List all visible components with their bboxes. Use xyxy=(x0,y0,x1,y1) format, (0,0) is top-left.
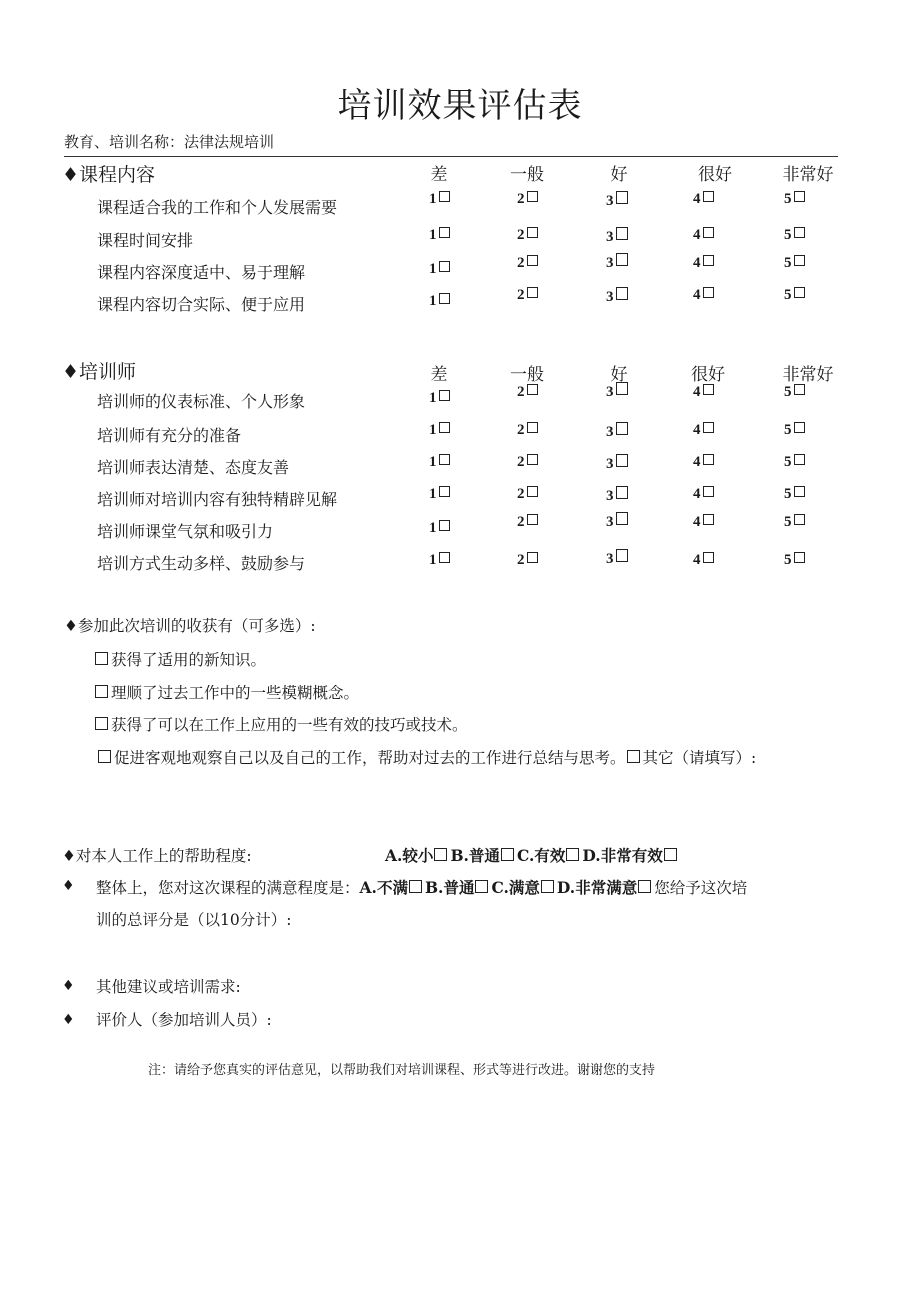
rating-option-2[interactable] xyxy=(517,384,538,401)
rating-number: 3 xyxy=(606,229,614,245)
sat-option-a[interactable]: A.不满 xyxy=(359,878,408,897)
rating-option-4[interactable] xyxy=(693,552,714,569)
checkbox-icon[interactable] xyxy=(794,422,805,433)
rating-number: 5 xyxy=(784,422,792,438)
rating-option-2[interactable] xyxy=(517,552,538,569)
checkbox-icon[interactable] xyxy=(527,422,538,433)
checkbox-icon[interactable] xyxy=(95,717,108,730)
checkbox-icon[interactable] xyxy=(439,261,450,272)
course-item-label: 课程内容深度适中、易于理解 xyxy=(97,263,306,282)
checkbox-icon[interactable] xyxy=(527,255,538,266)
checkbox-icon[interactable] xyxy=(703,227,714,238)
checkbox-icon[interactable] xyxy=(703,191,714,202)
rating-number: 5 xyxy=(784,514,792,530)
rating-option-2[interactable] xyxy=(517,227,538,244)
col-average-2: 一般 xyxy=(510,365,544,385)
rating-number: 2 xyxy=(517,552,525,568)
checkbox-icon[interactable] xyxy=(703,514,714,525)
section-course-heading: ♦课程内容 xyxy=(62,164,156,186)
checkbox-icon[interactable] xyxy=(794,552,805,563)
rating-number: 1 xyxy=(429,191,437,207)
checkbox-icon[interactable] xyxy=(703,287,714,298)
checkbox-icon[interactable] xyxy=(527,552,538,563)
checkbox-icon[interactable] xyxy=(703,454,714,465)
checkbox-icon[interactable] xyxy=(439,486,450,497)
rating-number: 2 xyxy=(517,486,525,502)
checkbox-icon[interactable] xyxy=(616,486,628,499)
rating-option-3[interactable] xyxy=(606,486,628,505)
rating-number: 4 xyxy=(693,552,701,568)
rating-option-4[interactable] xyxy=(693,486,714,503)
checkbox-icon[interactable] xyxy=(664,848,677,861)
checkbox-icon[interactable] xyxy=(439,454,450,465)
rating-option-3[interactable] xyxy=(606,382,628,401)
col-poor-2: 差 xyxy=(430,365,448,385)
checkbox-icon[interactable] xyxy=(794,454,805,465)
checkbox-icon[interactable] xyxy=(794,227,805,238)
checkbox-icon[interactable] xyxy=(794,514,805,525)
col-average: 一般 xyxy=(510,165,544,185)
checkbox-icon[interactable] xyxy=(98,750,111,763)
trainer-item-label: 培训师表达清楚、态度友善 xyxy=(97,458,290,477)
rating-number: 2 xyxy=(517,454,525,470)
rating-option-5[interactable] xyxy=(784,227,805,244)
rating-number: 1 xyxy=(429,520,437,536)
checkbox-icon[interactable] xyxy=(794,384,805,395)
rating-option-4[interactable] xyxy=(693,454,714,471)
checkbox-icon[interactable] xyxy=(527,384,538,395)
total-score-line: 训的总评分是（以10分计）: xyxy=(96,911,292,929)
col-poor: 差 xyxy=(430,165,448,185)
rating-number: 1 xyxy=(429,422,437,438)
rating-option-1[interactable] xyxy=(429,227,450,244)
rating-number: 1 xyxy=(429,261,437,277)
bullet-icon: ♦ xyxy=(62,978,75,994)
rating-number: 5 xyxy=(784,287,792,303)
rating-number: 5 xyxy=(784,454,792,470)
checkbox-icon[interactable] xyxy=(439,552,450,563)
rating-number: 5 xyxy=(784,384,792,400)
gain-option-5: 其它（请填写）: xyxy=(642,749,757,767)
trainer-item-label: 培训师的仪表标准、个人形象 xyxy=(97,392,306,411)
checkbox-icon[interactable] xyxy=(527,486,538,497)
checkbox-icon[interactable] xyxy=(527,514,538,525)
rating-option-1[interactable] xyxy=(429,552,450,569)
help-option-b[interactable]: B.普通 xyxy=(450,846,500,865)
rating-number: 5 xyxy=(784,486,792,502)
sat-option-d[interactable]: D.非常满意 xyxy=(556,878,638,897)
bullet-icon: ♦ xyxy=(62,878,75,894)
footer-note: 注：请给予您真实的评估意见，以帮助我们对培训课程、形式等进行改进。谢谢您的支持 xyxy=(148,1063,656,1078)
gains-heading: ♦参加此次培训的收获有（可多选）: xyxy=(64,617,316,635)
rating-number: 4 xyxy=(693,191,701,207)
checkbox-icon[interactable] xyxy=(541,880,554,893)
checkbox-icon[interactable] xyxy=(627,750,640,763)
checkbox-icon[interactable] xyxy=(616,382,628,395)
col-good: 好 xyxy=(610,165,628,185)
rating-number: 1 xyxy=(429,486,437,502)
rating-number: 4 xyxy=(693,384,701,400)
checkbox-icon[interactable] xyxy=(616,512,628,525)
checkbox-icon[interactable] xyxy=(703,552,714,563)
col-excellent-2: 非常好 xyxy=(782,365,834,385)
satisfaction-line xyxy=(96,876,747,898)
section-trainer-heading: ♦培训师 xyxy=(62,361,137,383)
checkbox-icon[interactable] xyxy=(703,486,714,497)
rating-number: 4 xyxy=(693,287,701,303)
checkbox-icon[interactable] xyxy=(409,880,422,893)
rating-number: 5 xyxy=(784,191,792,207)
checkbox-icon[interactable] xyxy=(616,227,628,240)
rating-number: 4 xyxy=(693,486,701,502)
rating-number: 3 xyxy=(606,255,614,271)
rating-option-4[interactable] xyxy=(693,255,714,272)
trainer-item-label: 培训方式生动多样、鼓励参与 xyxy=(97,554,306,573)
rating-number: 1 xyxy=(429,454,437,470)
course-item-label: 课程内容切合实际、便于应用 xyxy=(97,295,306,314)
rating-option-4[interactable] xyxy=(693,191,714,208)
checkbox-icon[interactable] xyxy=(566,848,579,861)
rating-option-2[interactable] xyxy=(517,486,538,503)
checkbox-icon[interactable] xyxy=(527,227,538,238)
rating-option-1[interactable] xyxy=(429,486,450,503)
rating-option-2[interactable] xyxy=(517,191,538,208)
rating-number: 1 xyxy=(429,293,437,309)
page-title: 培训效果评估表 xyxy=(337,86,583,126)
checkbox-icon[interactable] xyxy=(794,486,805,497)
checkbox-icon[interactable] xyxy=(616,454,628,467)
checkbox-icon[interactable] xyxy=(616,287,628,300)
rating-number: 5 xyxy=(784,255,792,271)
checkbox-icon[interactable] xyxy=(439,227,450,238)
checkbox-icon[interactable] xyxy=(616,191,628,204)
trainer-item-label: 培训师课堂气氛和吸引力 xyxy=(97,522,274,541)
rating-option-5[interactable] xyxy=(784,552,805,569)
rating-option-3[interactable] xyxy=(606,287,628,306)
checkbox-icon[interactable] xyxy=(638,880,651,893)
rating-option-5[interactable] xyxy=(784,255,805,272)
checkbox-icon[interactable] xyxy=(703,422,714,433)
trainer-item-label: 培训师对培训内容有独特精辟见解 xyxy=(97,490,338,509)
rating-number: 2 xyxy=(517,422,525,438)
help-option-c[interactable]: C.有效 xyxy=(516,846,566,865)
rating-number: 3 xyxy=(606,424,614,440)
training-name: 教育、培训名称：法律法规培训 xyxy=(64,133,275,151)
checkbox-icon[interactable] xyxy=(527,191,538,202)
rating-option-4[interactable] xyxy=(693,514,714,531)
rating-option-2[interactable] xyxy=(517,454,538,471)
rating-number: 4 xyxy=(693,422,701,438)
rating-option-4[interactable] xyxy=(693,227,714,244)
rating-number: 2 xyxy=(517,514,525,530)
sat-option-b[interactable]: B.普通 xyxy=(424,878,475,897)
bullet-icon: ♦ xyxy=(62,1012,75,1028)
rating-option-1[interactable] xyxy=(429,520,450,537)
rating-option-5[interactable] xyxy=(784,384,805,401)
checkbox-icon[interactable] xyxy=(95,652,108,665)
checkbox-icon[interactable] xyxy=(794,191,805,202)
rating-option-3[interactable] xyxy=(606,549,628,568)
checkbox-icon[interactable] xyxy=(501,848,514,861)
rating-option-2[interactable] xyxy=(517,514,538,531)
rating-option-4[interactable] xyxy=(693,422,714,439)
rating-option-3[interactable] xyxy=(606,454,628,473)
col-very-good-2: 很好 xyxy=(691,365,725,385)
rating-option-1[interactable] xyxy=(429,261,450,278)
checkbox-icon[interactable] xyxy=(434,848,447,861)
rating-number: 3 xyxy=(606,384,614,400)
suggestions-label: 其他建议或培训需求: xyxy=(96,978,241,996)
rating-option-3[interactable] xyxy=(606,253,628,272)
checkbox-icon[interactable] xyxy=(616,422,628,435)
checkbox-icon[interactable] xyxy=(527,287,538,298)
gain-option-2[interactable]: 理顺了过去工作中的一些模糊概念。 xyxy=(94,681,359,703)
checkbox-icon[interactable] xyxy=(703,384,714,395)
rating-option-4[interactable] xyxy=(693,287,714,304)
gain-option-4[interactable]: 促进客观地观察自己以及自己的工作，帮助对过去的工作进行总结与思考。 其它（请填写）: xyxy=(97,746,756,768)
checkbox-icon[interactable] xyxy=(439,191,450,202)
rating-number: 5 xyxy=(784,552,792,568)
rating-number: 3 xyxy=(606,193,614,209)
checkbox-icon[interactable] xyxy=(527,454,538,465)
checkbox-icon[interactable] xyxy=(616,549,628,562)
header-divider xyxy=(64,156,838,157)
rating-number: 2 xyxy=(517,191,525,207)
rating-number: 4 xyxy=(693,454,701,470)
rating-number: 4 xyxy=(693,255,701,271)
rating-option-2[interactable] xyxy=(517,287,538,304)
checkbox-icon[interactable] xyxy=(794,287,805,298)
rating-number: 4 xyxy=(693,227,701,243)
checkbox-icon[interactable] xyxy=(439,390,450,401)
rating-number: 1 xyxy=(429,390,437,406)
rating-number: 3 xyxy=(606,488,614,504)
col-excellent: 非常好 xyxy=(782,165,834,185)
gain-option-1[interactable]: 获得了适用的新知识。 xyxy=(94,648,266,670)
help-option-a[interactable]: A.较小 xyxy=(385,846,434,865)
rating-option-3[interactable] xyxy=(606,422,628,441)
rating-number: 2 xyxy=(517,227,525,243)
rating-number: 3 xyxy=(606,289,614,305)
rating-option-3[interactable] xyxy=(606,191,628,210)
checkbox-icon[interactable] xyxy=(703,255,714,266)
rating-option-1[interactable] xyxy=(429,422,450,439)
rating-number: 2 xyxy=(517,287,525,303)
satisfaction-label: 整体上，您对这次课程的满意程度是： xyxy=(96,879,360,897)
rating-number: 3 xyxy=(606,514,614,530)
checkbox-icon[interactable] xyxy=(95,685,108,698)
gain-option-3[interactable]: 获得了可以在工作上应用的一些有效的技巧或技术。 xyxy=(94,713,468,735)
course-item-label: 课程时间安排 xyxy=(97,231,194,250)
course-item-label: 课程适合我的工作和个人发展需要 xyxy=(97,198,338,217)
evaluator-label: 评价人（参加培训人员）: xyxy=(96,1011,272,1029)
rating-number: 4 xyxy=(693,514,701,530)
checkbox-icon[interactable] xyxy=(439,293,450,304)
rating-option-2[interactable] xyxy=(517,422,538,439)
rating-option-1[interactable] xyxy=(429,293,450,310)
rating-option-5[interactable] xyxy=(784,514,805,531)
rating-option-5[interactable] xyxy=(784,191,805,208)
help-label: ♦对本人工作上的帮助程度: xyxy=(62,847,252,865)
rating-number: 2 xyxy=(517,255,525,271)
rating-number: 5 xyxy=(784,227,792,243)
rating-option-4[interactable] xyxy=(693,384,714,401)
rating-number: 1 xyxy=(429,552,437,568)
checkbox-icon[interactable] xyxy=(439,520,450,531)
trainer-item-label: 培训师有充分的准备 xyxy=(97,426,242,445)
rating-number: 2 xyxy=(517,384,525,400)
rating-option-5[interactable] xyxy=(784,454,805,471)
col-very-good: 很好 xyxy=(698,165,732,185)
checkbox-icon[interactable] xyxy=(794,255,805,266)
help-options xyxy=(385,844,680,866)
score-prefix: 您给予这次培 xyxy=(654,879,748,897)
help-option-d[interactable]: D.非常有效 xyxy=(582,846,663,865)
rating-option-1[interactable] xyxy=(429,390,450,407)
rating-number: 1 xyxy=(429,227,437,243)
col-good-2: 好 xyxy=(610,365,628,385)
rating-option-3[interactable] xyxy=(606,512,628,531)
rating-number: 3 xyxy=(606,551,614,567)
sat-option-c[interactable]: C.满意 xyxy=(491,878,540,897)
rating-option-5[interactable] xyxy=(784,422,805,439)
rating-number: 3 xyxy=(606,456,614,472)
rating-option-5[interactable] xyxy=(784,486,805,503)
rating-option-1[interactable] xyxy=(429,454,450,471)
checkbox-icon[interactable] xyxy=(439,422,450,433)
rating-option-5[interactable] xyxy=(784,287,805,304)
checkbox-icon[interactable] xyxy=(475,880,488,893)
rating-option-3[interactable] xyxy=(606,227,628,246)
rating-option-2[interactable] xyxy=(517,255,538,272)
rating-option-1[interactable] xyxy=(429,191,450,208)
checkbox-icon[interactable] xyxy=(616,253,628,266)
